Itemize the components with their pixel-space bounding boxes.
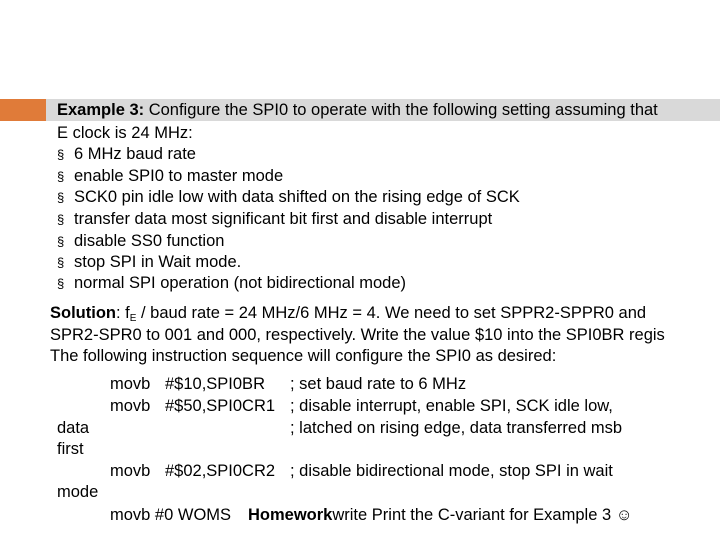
homework-line (248, 505, 633, 525)
list-item: § enable SPI0 to master mode (57, 167, 284, 185)
code-mnemonic: movb (110, 397, 151, 415)
accent-bar (0, 99, 46, 121)
bullet-icon: § (57, 255, 65, 270)
code-comment: ; disable interrupt, enable SPI, SCK idle low, (290, 397, 613, 415)
example-title-text: Configure the SPI0 to operate with the following setting assuming that (144, 101, 658, 119)
bullet-icon: § (57, 147, 65, 162)
code-operand: #$10,SPI0BR (165, 375, 265, 393)
bullet-icon: § (57, 276, 65, 291)
overlapping-last-line (0, 505, 720, 527)
solution-line-3: The following instruction sequence will configure the SPI0 as desired: (50, 347, 557, 365)
bullet-icon: § (57, 190, 65, 205)
solution-line-2: SPR2-SPR0 to 001 and 000, respectively. Write the value $10 into the SPI0BR regis (50, 326, 665, 344)
example-title (57, 100, 658, 120)
example-label: Example 3: (57, 101, 145, 119)
code-line-truncated: movb #0 WOMS (110, 506, 232, 524)
homework-label: Homework (248, 506, 333, 524)
code-comment: ; disable bidirectional mode, stop SPI in wait (290, 462, 613, 480)
code-mnemonic: movb (110, 462, 151, 480)
list-item: § transfer data most significant bit first and disable interrupt (57, 210, 493, 228)
example-line-2: E clock is 24 MHz: (57, 124, 193, 142)
list-item: § stop SPI in Wait mode. (57, 253, 242, 271)
list-item: § normal SPI operation (not bidirectional mode) (57, 274, 407, 292)
solution-line-1: Solution: $f_E$ / baud rate = 24 MHz/6 MHz = 4. We need to set SPPR2-SPPR0 and (50, 304, 647, 324)
code-comment: ; set baud rate to 6 MHz (290, 375, 467, 393)
bullet-icon: § (57, 234, 65, 249)
list-item: § disable SS0 function (57, 232, 225, 250)
code-wrap-label: first (57, 440, 84, 458)
list-item: § 6 MHz baud rate (57, 145, 196, 163)
code-wrap-label: mode (57, 483, 99, 501)
homework-text: write Print the C-variant for Example 3 ☺ (332, 506, 633, 524)
code-wrap-label: data (57, 419, 90, 437)
code-operand: #$50,SPI0CR1 (165, 397, 276, 415)
bullet-icon: § (57, 212, 65, 227)
code-comment: ; latched on rising edge, data transferred msb (290, 419, 623, 437)
code-mnemonic: movb (110, 375, 151, 393)
solution-label: Solution (50, 304, 116, 322)
bullet-icon: § (57, 169, 65, 184)
list-item: § SCK0 pin idle low with data shifted on the rising edge of SCK (57, 188, 520, 206)
code-operand: #$02,SPI0CR2 (165, 462, 276, 480)
